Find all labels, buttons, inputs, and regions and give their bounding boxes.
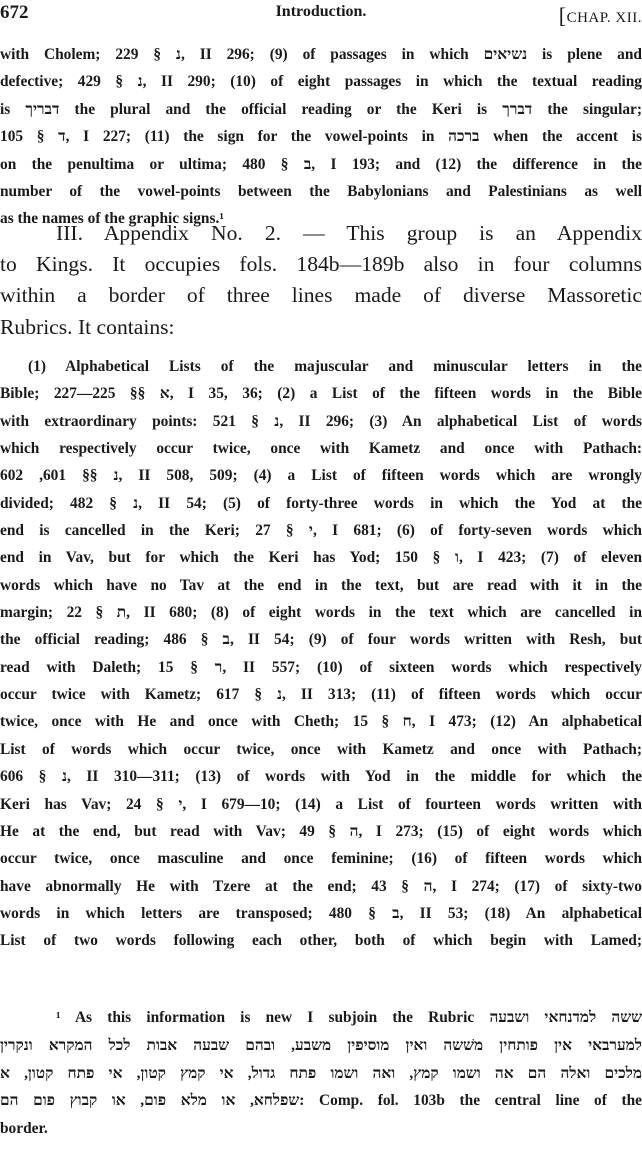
text-line: List of two words following each other, both of which begin with Lamed; bbox=[0, 932, 642, 950]
text-line: number of the vowel-points between the Babylonians and Palestinians as well bbox=[0, 182, 642, 200]
footnote bbox=[0, 1004, 642, 1143]
text-line: III. Appendix No. 2. — This group is an Appendix bbox=[56, 221, 642, 245]
text-line: end is cancelled in the Keri; י § 27, I 681; (6) of forty-seven words which bbox=[0, 522, 642, 540]
text-line: He at the end, but read with Vav; ה § 49, I 273; (15) of eight words which bbox=[0, 822, 642, 840]
running-title: Introduction. bbox=[275, 3, 367, 20]
text-line: is דבריך the plural and the official reading or the Keri is דברך the singular; bbox=[0, 100, 642, 118]
text-line: to Kings. It occupies fols. 184b—189b also in four columns bbox=[0, 252, 642, 277]
text-line: read with Daleth; ר § 15, II 557; (10) of sixteen words which respectively bbox=[0, 658, 642, 676]
footnote-hebrew-line: למערבאי אין פותחין משׁשה ואין מוסיפין משבע, ובהם שבעה אבות לכל המקרא ונקרין bbox=[0, 1036, 642, 1054]
footnote-hebrew-line: מלכים ואלה הם אה ושמו קמץ, ואה ושמו פתח גדול, אי קמץ קטון, אי פתח קטון, א bbox=[0, 1064, 642, 1082]
text-line: margin; ת § 22, II 680; (8) of eight words in the text which are cancelled in bbox=[0, 604, 642, 622]
text-line: occur twice with Kametz; נ § 617, II 313; (11) of fifteen words which occur bbox=[0, 686, 642, 704]
text-line: נ § 606, II 310—311; (13) of words with Yod in the middle for which the bbox=[0, 768, 642, 786]
text-line: words which have no Tav at the end in the text, but are read with it in the bbox=[0, 576, 642, 594]
text-line: defective; נ § 429, II 290; (10) of eight passages in which the textual reading bbox=[0, 73, 642, 91]
text-line: the official reading; ב § 486, II 54; (9) of four words written with Resh, but bbox=[0, 631, 642, 649]
text-line: on the penultima or ultima; ב § 480, I 193; and (12) the difference in the bbox=[0, 155, 642, 173]
text-line: words in which letters are transposed; ב § 480, II 53; (18) An alphabetical bbox=[0, 904, 642, 922]
text-line: נ §§ 601, 602, II 508, 509; (4) a List of fifteen words which are wrongly bbox=[0, 467, 642, 485]
section-heading-paragraph bbox=[0, 218, 642, 343]
text-line: have abnormally He with Tzere at the end; ה § 43, I 274; (17) of sixty-two bbox=[0, 877, 642, 895]
text-line: divided; נ § 482, II 54; (5) of forty-three words in which the Yod at the bbox=[0, 494, 642, 512]
contents-paragraph bbox=[0, 353, 642, 955]
page-number: 672 bbox=[0, 2, 29, 23]
chapter-label bbox=[559, 2, 642, 28]
text-line: Rubrics. It contains: bbox=[0, 314, 175, 339]
text-line: ד § 105, I 227; (11) the sign for the vowel-points in ברכה when the accent is bbox=[0, 128, 642, 146]
text-line: which respectively occur twice, once with Kametz and once with Pathach: bbox=[0, 440, 642, 458]
text-line: as the names of the graphic signs.¹ bbox=[0, 210, 224, 228]
footnote-line: border. bbox=[0, 1120, 48, 1138]
text-line: (1) Alphabetical Lists of the majuscular and minuscular letters in the bbox=[28, 358, 642, 375]
chapter-bracket: [ bbox=[558, 3, 567, 28]
text-line: occur twice, once masculine and once feminine; (16) of fifteen words which bbox=[0, 850, 642, 868]
chapter-text: CHAP. XII. bbox=[566, 10, 642, 26]
text-line: Bible; א §§ 225—227, I 35, 36; (2) a List of the fifteen words in the Bible bbox=[0, 385, 642, 403]
paragraph-continuation bbox=[0, 41, 642, 233]
footnote-line: שפלחא, או מלא פום, או קבוץ פום הם: Comp. fol. 103b the central line of the bbox=[0, 1092, 642, 1110]
footnote-line: ¹ As this information is new I subjoin the Rubric ששה למדנחאי ושבעה bbox=[56, 1009, 642, 1026]
text-line: within a border of three lines made of diverse Massoretic bbox=[0, 283, 642, 308]
text-line: with Cholem; נ § 229, II 296; (9) of passages in which נשיאים is plene and bbox=[0, 46, 642, 63]
text-line: twice, once with He and once with Cheth; ח § 15, I 473; (12) An alphabetical bbox=[0, 713, 642, 731]
text-line: List of words which occur twice, once with Kametz and once with Pathach; bbox=[0, 740, 642, 758]
text-line: Keri has Vav; י § 24, I 679—10; (14) a List of fourteen words written with bbox=[0, 795, 642, 813]
text-line: end in Vav, but for which the Keri has Yod; ו § 150, I 423; (7) of eleven bbox=[0, 549, 642, 567]
page-header bbox=[0, 0, 642, 28]
text-line: with extraordinary points: נ § 521, II 296; (3) An alphabetical List of words bbox=[0, 412, 642, 430]
